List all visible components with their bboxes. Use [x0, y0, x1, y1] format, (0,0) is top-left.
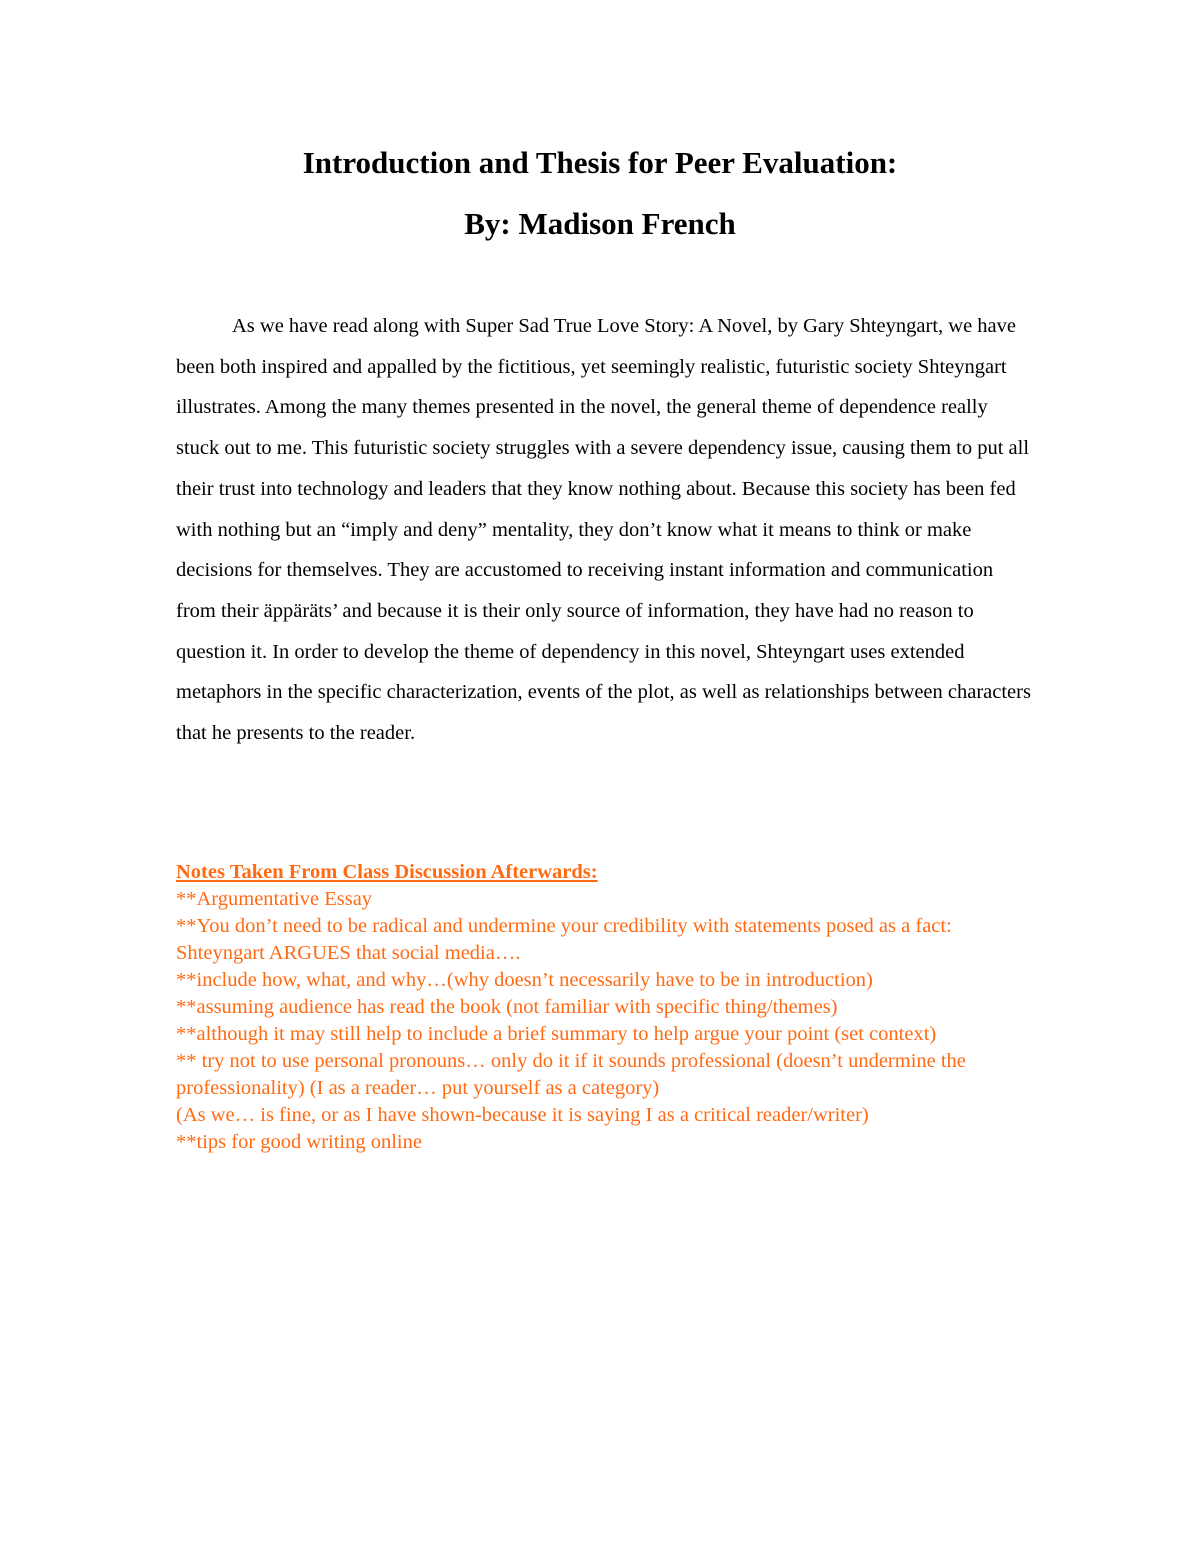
note-item: (As we… is fine, or as I have shown-because it is saying I as a critical reader/writer)	[176, 1104, 869, 1126]
note-item: ** try not to use personal pronouns… only do it if it sounds professional (doesn’t undermine the professionality) (I as a reader… put yourself as a category)	[176, 1050, 966, 1099]
note-item: **assuming audience has read the book (not familiar with specific thing/themes)	[176, 996, 838, 1018]
note-item: **Argumentative Essay	[176, 888, 373, 910]
notes-heading: Notes Taken From Class Discussion Afterwards:	[176, 861, 598, 883]
class-notes	[176, 859, 1036, 1156]
thesis-paragraph: As we have read along with Super Sad True Love Story: A Novel, by Gary Shteyngart, we have been both inspired and appalled by the fictitious, yet seemingly realistic, futuristic society Shteyngart illustrates. Among the many themes presented in the novel, the general theme of dependence really stuck out to me. This futuristic society struggles with a severe dependency issue, causing them to put all their trust into technology and leaders that they know nothing about. Because this society has been fed with nothing but an “imply and deny” mentality, they don’t know what it means to think or make decisions for themselves. They are accustomed to receiving instant information and communication from their äppäräts’ and because it is their only source of information, they have had no reason to question it. In order to develop the theme of dependency in this novel, Shteyngart uses extended metaphors in the specific characterization, events of the plot, as well as relationships between characters that he presents to the reader.	[176, 315, 1031, 745]
note-item: **You don’t need to be radical and undermine your credibility with statements posed as a fact: Shteyngart ARGUES that social media….	[176, 915, 952, 964]
document-byline: By: Madison French	[464, 206, 736, 241]
note-item: **tips for good writing online	[176, 1131, 422, 1153]
note-item: **although it may still help to include a brief summary to help argue your point (set context)	[176, 1023, 937, 1045]
note-item: **include how, what, and why…(why doesn’t necessarily have to be in introduction)	[176, 969, 873, 991]
document-title: Introduction and Thesis for Peer Evaluation:	[302, 145, 898, 180]
